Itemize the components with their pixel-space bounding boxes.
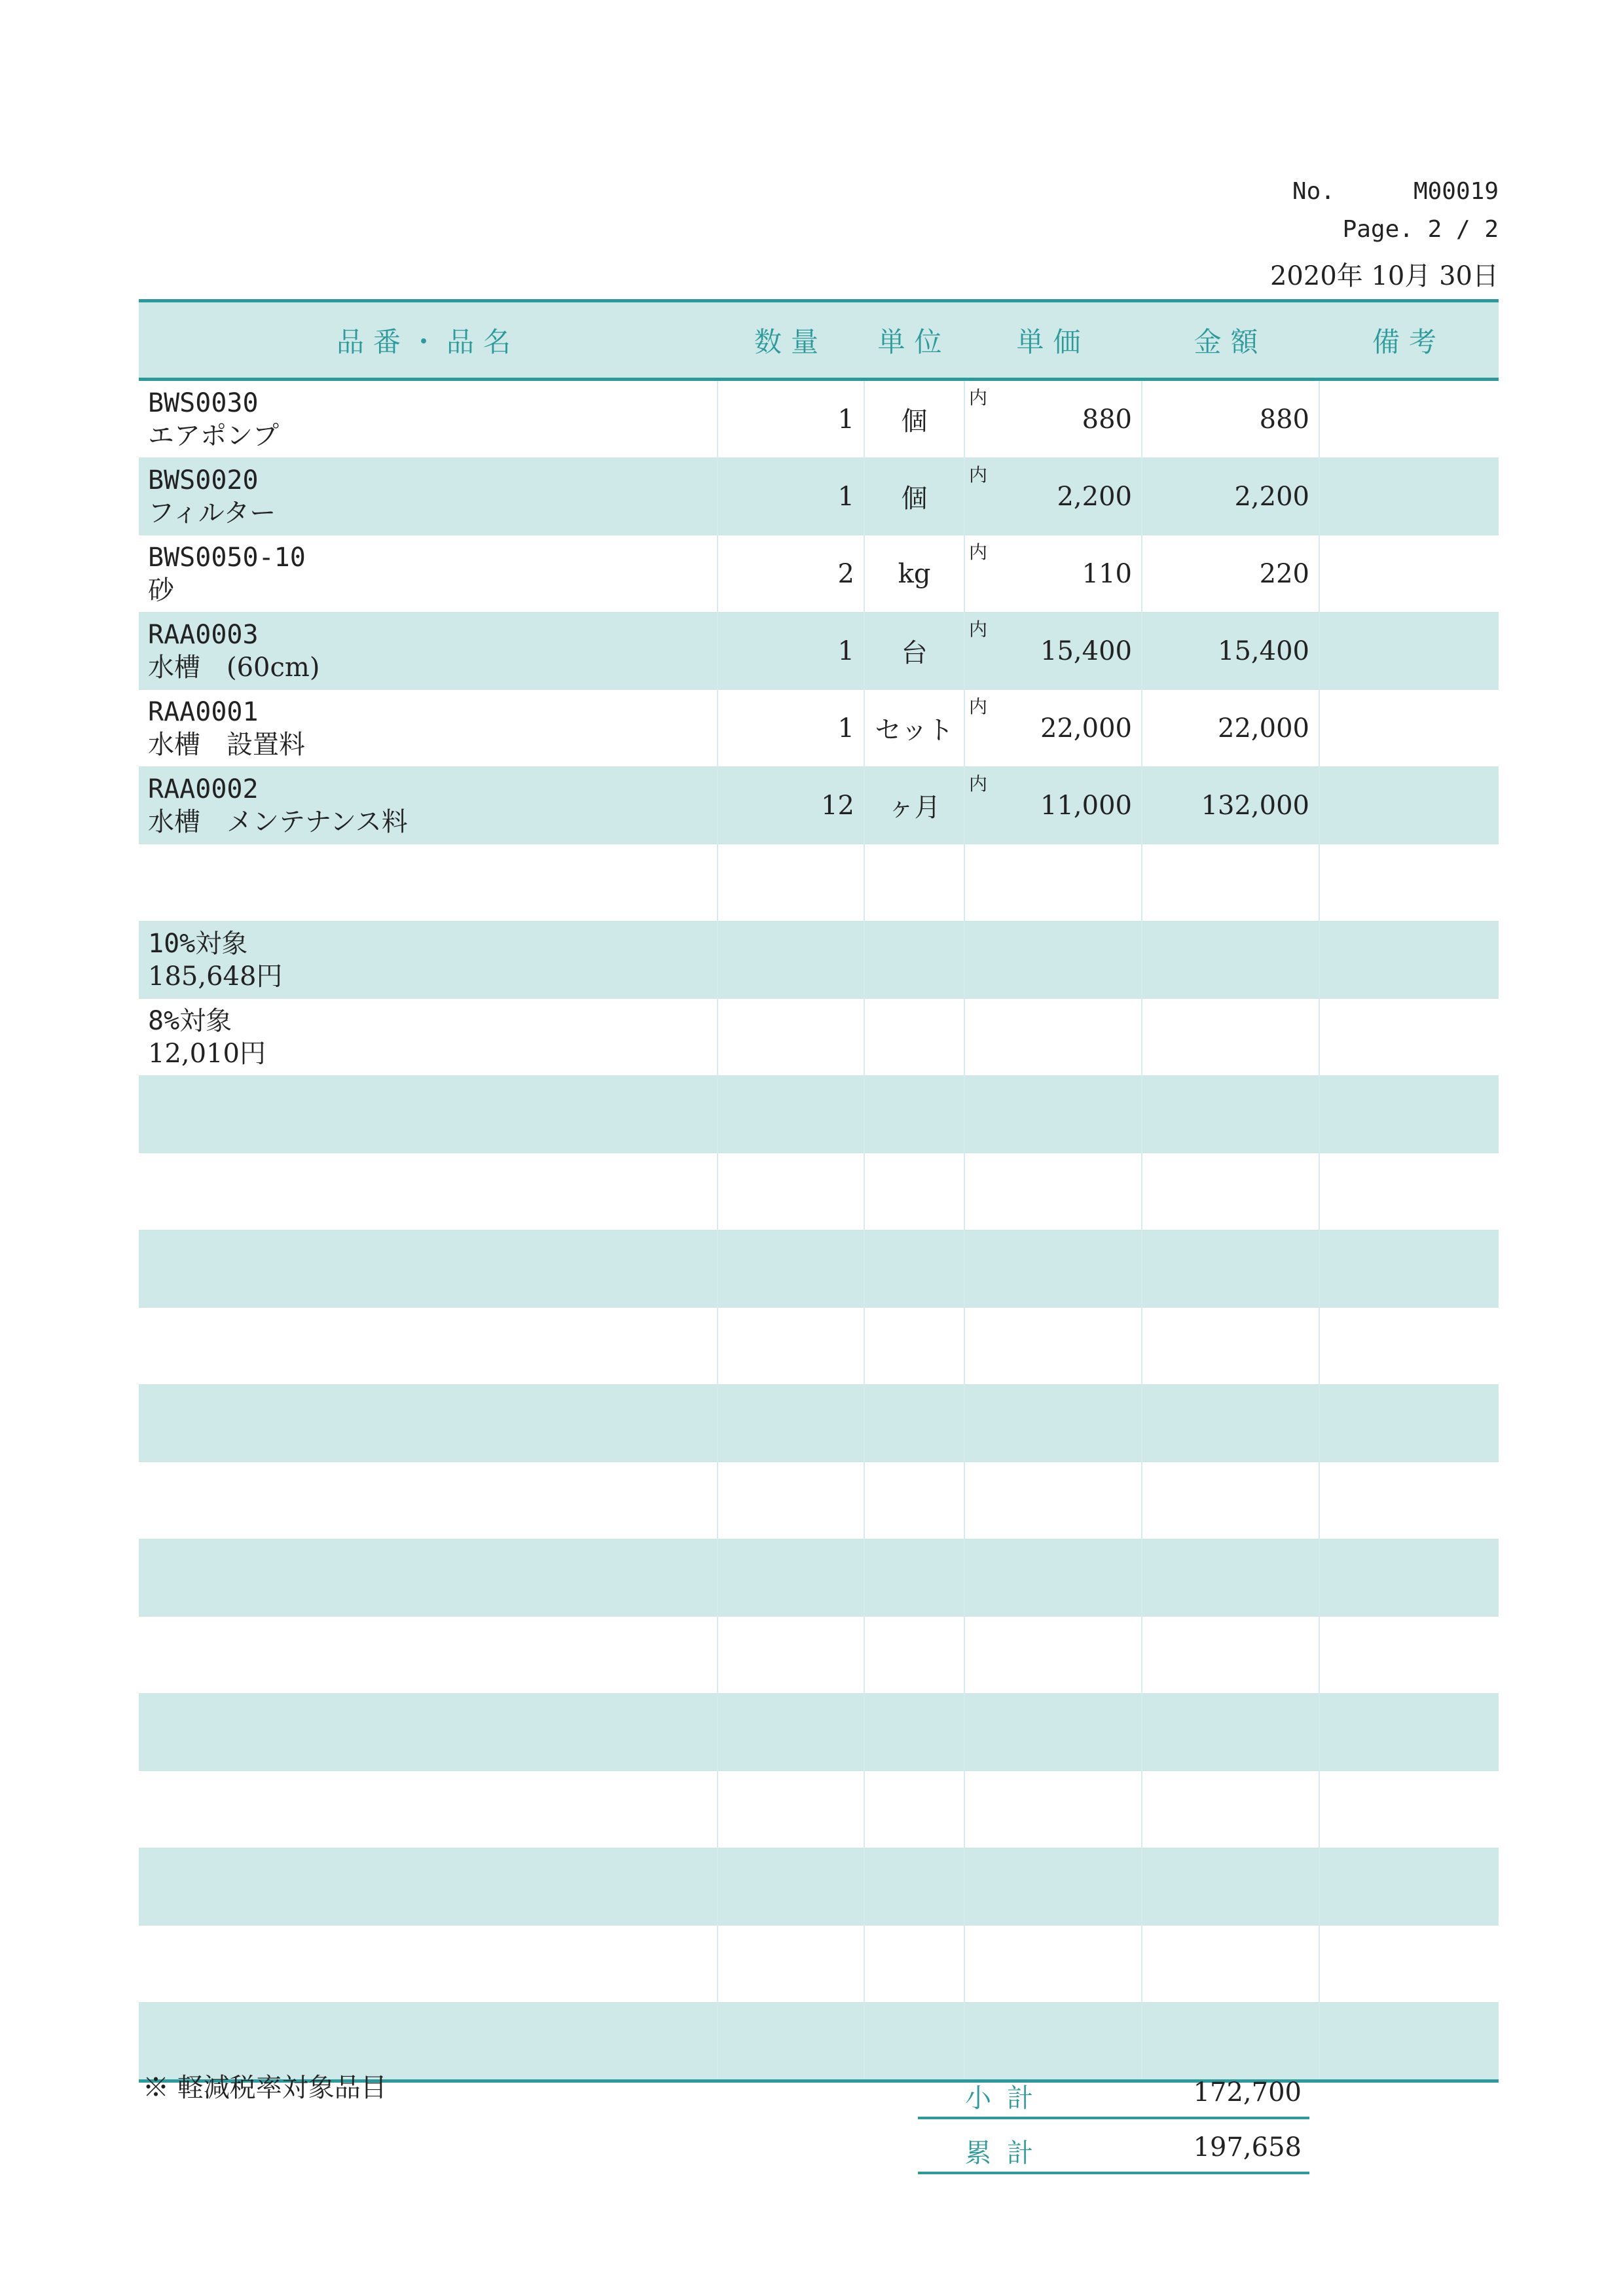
unit-price-value: 110 — [1082, 558, 1132, 589]
item-name: 水槽 メンテナンス料 — [148, 806, 408, 837]
unit-price-cell — [964, 999, 1142, 1076]
item-code: RAA0003 — [148, 619, 259, 650]
item-name: エアポンプ — [148, 420, 279, 451]
quantity-cell — [718, 1076, 864, 1153]
amount-cell: 22,000 — [1142, 690, 1319, 767]
item-cell — [139, 1617, 718, 1694]
quantity-cell — [718, 1926, 864, 2003]
item-cell — [139, 1771, 718, 1848]
unit-price-cell — [964, 1539, 1142, 1617]
unit-price-cell — [964, 1694, 1142, 1771]
remarks-cell — [1319, 690, 1499, 767]
unit-cell — [864, 1308, 964, 1385]
unit-price-cell — [964, 1771, 1142, 1848]
amount-cell: 220 — [1142, 535, 1319, 613]
unit-price-cell — [964, 690, 1142, 767]
table-row — [139, 1153, 1499, 1230]
table-row — [139, 1539, 1499, 1617]
unit-cell: ヶ月 — [864, 767, 964, 844]
amount-cell — [1142, 1926, 1319, 2003]
amount-cell — [1142, 1617, 1319, 1694]
unit-cell — [864, 1230, 964, 1308]
item-cell — [139, 1462, 718, 1539]
reduced-tax-note: ※ 軽減税率対象品目 — [143, 2073, 387, 2103]
col-header-amount: 金額 — [1142, 301, 1319, 380]
unit-cell — [864, 1462, 964, 1539]
unit-cell — [864, 1694, 964, 1771]
remarks-cell — [1319, 1230, 1499, 1308]
unit-cell — [864, 922, 964, 999]
unit-price-value: 880 — [1082, 404, 1132, 435]
item-cell — [139, 1230, 718, 1308]
table-row — [139, 1308, 1499, 1385]
unit-price-cell — [964, 535, 1142, 613]
unit-cell — [864, 999, 964, 1076]
quantity-cell: 1 — [718, 380, 864, 458]
unit-price-cell — [964, 1230, 1142, 1308]
subtotal-row — [918, 2070, 1309, 2119]
item-cell — [139, 1848, 718, 1926]
amount-cell: 880 — [1142, 380, 1319, 458]
remarks-cell — [1319, 767, 1499, 844]
unit-price-cell — [964, 1153, 1142, 1230]
table-row — [139, 1230, 1499, 1308]
unit-price-value: 11,000 — [1040, 790, 1132, 821]
amount-cell — [1142, 1153, 1319, 1230]
remarks-cell — [1319, 1848, 1499, 1926]
quantity-cell — [718, 1230, 864, 1308]
table-row — [139, 1617, 1499, 1694]
item-cell — [139, 844, 718, 922]
quantity-cell: 1 — [718, 613, 864, 690]
unit-price-cell — [964, 767, 1142, 844]
item-cell — [139, 613, 718, 690]
item-cell — [139, 1539, 718, 1617]
unit-price-cell — [964, 844, 1142, 922]
amount-cell — [1142, 1462, 1319, 1539]
quantity-cell — [718, 2003, 864, 2081]
cumulative-total-value: 197,658 — [1193, 2132, 1302, 2162]
unit-cell: 個 — [864, 458, 964, 535]
item-cell — [139, 999, 718, 1076]
unit-cell — [864, 1385, 964, 1462]
item-code: 8%対象 — [148, 1005, 232, 1036]
remarks-cell — [1319, 613, 1499, 690]
item-code: BWS0020 — [148, 465, 259, 495]
remarks-cell — [1319, 535, 1499, 613]
quantity-cell — [718, 1308, 864, 1385]
issue-date: 2020年 10月 30日 — [1269, 261, 1499, 291]
unit-cell — [864, 844, 964, 922]
table-row — [139, 1076, 1499, 1153]
unit-cell — [864, 1848, 964, 1926]
remarks-cell — [1319, 380, 1499, 458]
remarks-cell — [1319, 844, 1499, 922]
unit-price-cell — [964, 613, 1142, 690]
unit-price-cell — [964, 1462, 1142, 1539]
item-code: BWS0050-10 — [148, 542, 306, 573]
table-row — [139, 1771, 1499, 1848]
table-row — [139, 613, 1499, 690]
table-header-row — [139, 301, 1499, 380]
col-header-unit: 単位 — [864, 301, 964, 380]
item-cell — [139, 690, 718, 767]
unit-price-cell — [964, 380, 1142, 458]
unit-price-cell — [964, 1076, 1142, 1153]
col-header-remarks: 備考 — [1319, 301, 1499, 380]
unit-price-cell — [964, 1308, 1142, 1385]
unit-cell: kg — [864, 535, 964, 613]
amount-cell — [1142, 1076, 1319, 1153]
quantity-cell — [718, 1539, 864, 1617]
table-row — [139, 458, 1499, 535]
table-row — [139, 535, 1499, 613]
quantity-cell — [718, 1462, 864, 1539]
quantity-cell — [718, 1385, 864, 1462]
unit-cell — [864, 1153, 964, 1230]
remarks-cell — [1319, 1771, 1499, 1848]
quantity-cell: 12 — [718, 767, 864, 844]
item-name: 185,648円 — [148, 961, 283, 992]
item-code: BWS0030 — [148, 387, 259, 418]
remarks-cell — [1319, 1153, 1499, 1230]
unit-cell — [864, 1771, 964, 1848]
unit-price-cell — [964, 1926, 1142, 2003]
item-cell — [139, 458, 718, 535]
amount-cell — [1142, 1539, 1319, 1617]
table-row — [139, 1694, 1499, 1771]
remarks-cell — [1319, 1926, 1499, 2003]
table-row — [139, 767, 1499, 844]
amount-cell — [1142, 1694, 1319, 1771]
item-cell — [139, 1153, 718, 1230]
table-row — [139, 690, 1499, 767]
unit-price-cell — [964, 1848, 1142, 1926]
remarks-cell — [1319, 458, 1499, 535]
document-number-value: M00019 — [1413, 178, 1499, 205]
item-code: RAA0002 — [148, 774, 259, 804]
quantity-cell — [718, 999, 864, 1076]
item-cell — [139, 1076, 718, 1153]
quantity-cell: 1 — [718, 458, 864, 535]
table-row — [139, 922, 1499, 999]
item-code: 10%対象 — [148, 928, 248, 959]
table-row — [139, 999, 1499, 1076]
remarks-cell — [1319, 1076, 1499, 1153]
item-cell — [139, 380, 718, 458]
unit-cell — [864, 1539, 964, 1617]
table-row — [139, 380, 1499, 458]
item-cell — [139, 922, 718, 999]
page-indicator: Page. 2 / 2 — [1342, 216, 1499, 243]
quantity-cell — [718, 1694, 864, 1771]
tax-included-mark: 内 — [969, 387, 988, 408]
amount-cell — [1142, 1385, 1319, 1462]
item-cell — [139, 1308, 718, 1385]
quantity-cell — [718, 1848, 864, 1926]
quantity-cell: 2 — [718, 535, 864, 613]
document-number — [1292, 178, 1499, 205]
item-name: 12,010円 — [148, 1038, 266, 1069]
quantity-cell: 1 — [718, 690, 864, 767]
col-header-quantity: 数量 — [718, 301, 864, 380]
tax-included-mark: 内 — [969, 773, 988, 795]
cumulative-total-label: 累計 — [965, 2138, 1049, 2168]
remarks-cell — [1319, 1694, 1499, 1771]
tax-included-mark: 内 — [969, 541, 988, 563]
remarks-cell — [1319, 999, 1499, 1076]
unit-cell — [864, 1926, 964, 2003]
table-row — [139, 1462, 1499, 1539]
quantity-cell — [718, 1617, 864, 1694]
item-cell — [139, 1694, 718, 1771]
subtotal-value: 172,700 — [1193, 2077, 1302, 2108]
item-cell — [139, 1385, 718, 1462]
amount-cell — [1142, 1771, 1319, 1848]
remarks-cell — [1319, 1617, 1499, 1694]
quantity-cell — [718, 844, 864, 922]
unit-price-cell — [964, 1617, 1142, 1694]
amount-cell: 2,200 — [1142, 458, 1319, 535]
unit-cell — [864, 1617, 964, 1694]
col-header-item: 品番・品名 — [139, 301, 718, 380]
item-cell — [139, 1926, 718, 2003]
document-number-label: No. — [1292, 178, 1335, 205]
cumulative-total-row — [918, 2125, 1309, 2174]
amount-cell: 132,000 — [1142, 767, 1319, 844]
remarks-cell — [1319, 1385, 1499, 1462]
amount-cell: 15,400 — [1142, 613, 1319, 690]
remarks-cell — [1319, 1539, 1499, 1617]
item-name: 水槽 (60cm) — [148, 652, 320, 683]
unit-cell — [864, 1076, 964, 1153]
unit-cell: 台 — [864, 613, 964, 690]
unit-price-value: 22,000 — [1040, 713, 1132, 744]
item-name: フィルター — [148, 497, 276, 528]
item-name: 砂 — [148, 575, 174, 605]
remarks-cell — [1319, 2003, 1499, 2081]
subtotal-label: 小計 — [965, 2083, 1049, 2113]
tax-included-mark: 内 — [969, 696, 988, 717]
table-row — [139, 844, 1499, 922]
col-header-unit-price: 単価 — [964, 301, 1142, 380]
amount-cell — [1142, 844, 1319, 922]
remarks-cell — [1319, 922, 1499, 999]
quantity-cell — [718, 1153, 864, 1230]
table-row — [139, 1848, 1499, 1926]
unit-price-cell — [964, 1385, 1142, 1462]
unit-price-cell — [964, 458, 1142, 535]
item-name: 水槽 設置料 — [148, 729, 305, 760]
quantity-cell — [718, 1771, 864, 1848]
unit-price-cell — [964, 922, 1142, 999]
item-cell — [139, 767, 718, 844]
quantity-cell — [718, 922, 864, 999]
table-row — [139, 1385, 1499, 1462]
amount-cell — [1142, 999, 1319, 1076]
tax-included-mark: 内 — [969, 464, 988, 486]
amount-cell — [1142, 1848, 1319, 1926]
item-code: RAA0001 — [148, 696, 259, 727]
amount-cell — [1142, 1308, 1319, 1385]
unit-cell: 個 — [864, 380, 964, 458]
amount-cell — [1142, 1230, 1319, 1308]
unit-cell: セット — [864, 690, 964, 767]
remarks-cell — [1319, 1462, 1499, 1539]
items-table — [139, 299, 1499, 2083]
table-row — [139, 1926, 1499, 2003]
tax-included-mark: 内 — [969, 619, 988, 640]
unit-price-value: 15,400 — [1040, 636, 1132, 666]
remarks-cell — [1319, 1308, 1499, 1385]
item-cell — [139, 535, 718, 613]
unit-price-value: 2,200 — [1057, 481, 1132, 512]
amount-cell — [1142, 922, 1319, 999]
